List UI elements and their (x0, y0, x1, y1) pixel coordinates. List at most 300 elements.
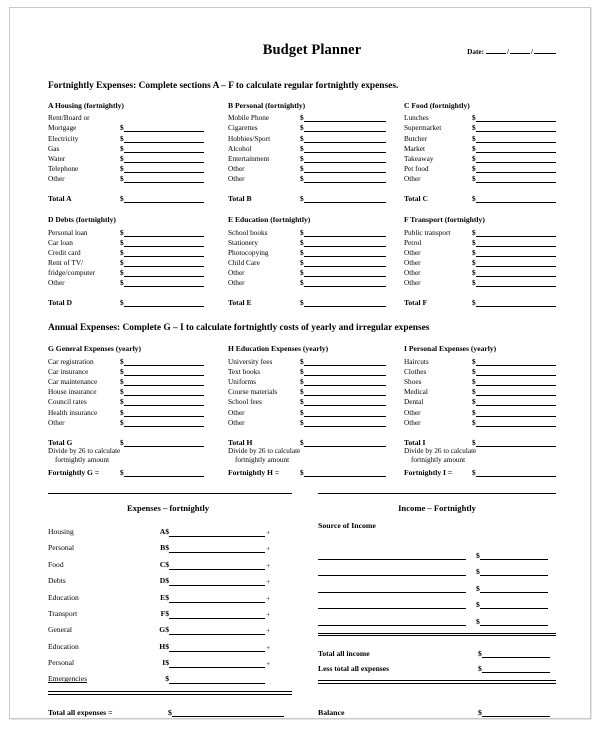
less-expenses-label: Less total all expenses (318, 664, 390, 674)
expense-amount[interactable]: $ (120, 174, 204, 183)
expense-amount[interactable]: $ (120, 367, 204, 376)
summary-row (48, 635, 318, 651)
expense-row (228, 376, 404, 386)
currency-symbol: $ (168, 708, 172, 718)
expense-label: Car insurance (48, 366, 89, 376)
group-a-housing (48, 101, 228, 203)
balance-rule (318, 680, 556, 684)
expense-amount[interactable]: $ (472, 418, 556, 427)
divide-note-line2: fortnightly amount (235, 456, 290, 465)
expense-label: Child Care (228, 258, 260, 268)
income-amount-input[interactable] (480, 599, 548, 609)
summary-label: Education (48, 641, 79, 651)
group-title: I Personal Expenses (yearly) (404, 344, 497, 354)
expense-row (48, 417, 228, 427)
expense-label: Pet food (404, 164, 429, 174)
plus-sign: + (266, 609, 271, 619)
divide-note-line1: Divide by 26 to calculate (404, 446, 477, 455)
expense-row (404, 376, 556, 386)
expense-amount[interactable]: $ (300, 397, 386, 406)
date-year-blank[interactable] (534, 53, 556, 54)
fortnightly-total-amount[interactable]: $ (472, 468, 556, 477)
summary-row (48, 570, 318, 586)
divide-note-line1: Divide by 26 to calculate (48, 446, 121, 455)
expense-amount[interactable]: $ (472, 397, 556, 406)
fortnightly-total-amount[interactable]: $ (120, 468, 204, 477)
fortnightly-total-row (228, 466, 404, 477)
expense-amount[interactable]: $ (472, 123, 556, 132)
expense-label: Market (404, 143, 426, 153)
income-amount-input[interactable] (480, 550, 548, 560)
divide-note-line1: Divide by 26 to calculate (228, 446, 301, 455)
total-all-expenses-row (48, 707, 318, 717)
expense-amount[interactable]: $ (472, 113, 556, 122)
expense-row (404, 267, 556, 277)
total-row (404, 192, 556, 203)
expense-amount[interactable]: $ (300, 357, 386, 366)
date-field[interactable] (467, 47, 556, 56)
total-label: Total E (228, 298, 252, 308)
date-separator-1: / (506, 47, 509, 56)
expense-label: Other (404, 258, 421, 268)
expense-amount[interactable]: $ (472, 258, 556, 267)
currency-symbol: $ (478, 664, 482, 674)
divide-note-line2: fortnightly amount (411, 456, 466, 465)
expense-row (48, 277, 228, 287)
expense-amount[interactable]: $ (472, 174, 556, 183)
summary-amount[interactable] (169, 594, 265, 603)
total-amount[interactable]: $ (300, 298, 386, 307)
summary-label: Food (48, 559, 64, 569)
summary-amount[interactable] (169, 643, 265, 652)
income-source-input[interactable] (318, 599, 466, 609)
expense-row (48, 143, 228, 153)
expense-row (48, 122, 228, 132)
expense-amount[interactable]: $ (300, 154, 386, 163)
expense-row (48, 112, 228, 122)
summary-code: F$ (160, 608, 169, 618)
expense-label: Dental (404, 397, 424, 407)
expense-row (228, 163, 404, 173)
expense-label: Petrol (404, 237, 422, 247)
currency-symbol: $ (476, 600, 480, 610)
expense-row (48, 237, 228, 247)
expense-label: Course materials (228, 387, 278, 397)
total-all-expenses-amount[interactable] (172, 707, 284, 717)
expense-amount[interactable]: $ (300, 387, 386, 396)
expense-row (48, 163, 228, 173)
fortnightly-total-row (404, 466, 556, 477)
expenses-total-rule (48, 691, 292, 695)
expense-amount[interactable]: $ (120, 357, 204, 366)
expense-amount[interactable]: $ (472, 268, 556, 277)
expense-amount[interactable]: $ (472, 408, 556, 417)
expense-amount[interactable]: $ (120, 377, 204, 386)
expense-label: Butcher (404, 133, 428, 143)
expense-row (404, 226, 556, 236)
expense-label: Alcohol (228, 143, 252, 153)
date-month-blank[interactable] (510, 53, 530, 54)
expense-row (48, 376, 228, 386)
expense-amount[interactable]: $ (300, 377, 386, 386)
expense-amount[interactable]: $ (472, 387, 556, 396)
expense-amount[interactable]: $ (472, 367, 556, 376)
expense-amount[interactable]: $ (300, 258, 386, 267)
summary-code: H$ (159, 641, 169, 651)
expense-row (404, 122, 556, 132)
document-page (9, 7, 591, 719)
total-amount[interactable]: $ (472, 438, 556, 447)
divide-note (404, 447, 556, 466)
expense-label: Rent of TV/ (48, 258, 84, 268)
summary-row (48, 668, 318, 684)
expense-amount[interactable]: $ (472, 278, 556, 287)
expense-amount[interactable]: $ (472, 238, 556, 247)
expense-row (228, 247, 404, 257)
expense-row (48, 396, 228, 406)
expense-label: Car loan (48, 237, 73, 247)
expense-label: Haircuts (404, 356, 429, 366)
income-row (318, 560, 556, 576)
expense-amount[interactable]: $ (120, 408, 204, 417)
expense-label: Clothes (404, 366, 427, 376)
less-expenses-row (318, 658, 556, 673)
expense-label: Rent/Board or (48, 113, 90, 123)
expense-row (404, 277, 556, 287)
expense-amount[interactable]: $ (120, 134, 204, 143)
expense-label: Entertainment (228, 153, 270, 163)
group-e-education (228, 215, 404, 307)
summary-section (48, 494, 556, 696)
balance-row (318, 707, 556, 717)
income-divider (318, 633, 556, 637)
income-source-input[interactable] (318, 550, 466, 560)
fortnightly-row-def (48, 215, 556, 307)
plus-sign: + (266, 626, 271, 636)
expense-row (228, 366, 404, 376)
plus-sign: + (266, 577, 271, 587)
expense-row (228, 112, 404, 122)
fortnightly-total-amount[interactable]: $ (300, 468, 386, 477)
expense-amount[interactable]: $ (300, 418, 386, 427)
expense-amount[interactable]: $ (120, 228, 204, 237)
expenses-summary (48, 494, 318, 696)
expense-label: Other (404, 268, 421, 278)
expense-amount[interactable]: $ (120, 144, 204, 153)
expense-label: School fees (228, 397, 262, 407)
expense-amount[interactable]: $ (120, 154, 204, 163)
expense-row (48, 247, 228, 257)
expense-row (228, 143, 404, 153)
summary-row (48, 652, 318, 668)
expense-label: Uniforms (228, 377, 256, 386)
expense-label: Takeaway (404, 153, 434, 163)
expense-label: Gas (48, 143, 60, 153)
summary-amount[interactable] (169, 659, 265, 668)
expense-label: Other (48, 278, 65, 288)
less-expenses-amount[interactable] (482, 663, 550, 673)
group-title: G General Expenses (yearly) (48, 344, 142, 354)
expense-label: Other (48, 174, 65, 184)
total-row (228, 436, 404, 447)
expense-row (228, 226, 404, 236)
expense-row (404, 173, 556, 183)
expense-label: Hobbies/Sport (228, 133, 271, 143)
expense-row (404, 237, 556, 247)
expense-label: Electricity (48, 133, 79, 143)
total-label: Total G (48, 437, 73, 447)
expense-amount[interactable]: $ (472, 144, 556, 153)
summary-label: Housing (48, 526, 74, 536)
currency-symbol: $ (476, 567, 480, 577)
income-amount-input[interactable] (480, 616, 548, 626)
group-title: E Education (fortnightly) (228, 215, 311, 225)
fortnightly-total-label: Fortnightly H = (228, 467, 280, 477)
balance-amount[interactable] (482, 707, 550, 717)
expense-label: Car registration (48, 356, 94, 366)
expense-label: Health insurance (48, 407, 98, 417)
expense-amount[interactable]: $ (120, 418, 204, 427)
footer-totals (48, 707, 556, 717)
total-row (404, 296, 556, 307)
group-d-debts (48, 215, 228, 307)
total-income-amount[interactable] (482, 648, 550, 658)
expense-row (48, 226, 228, 236)
expense-label: Supermarket (404, 123, 442, 133)
fortnightly-expenses-heading: Fortnightly Expenses: Complete sections A – F to calculate regular fortnightly expenses. (48, 81, 399, 91)
expense-row (228, 277, 404, 287)
expense-row (404, 163, 556, 173)
expense-label: Other (228, 174, 245, 184)
expense-amount[interactable]: $ (300, 134, 386, 143)
expense-label: Text books (228, 366, 261, 376)
expense-amount[interactable]: $ (120, 268, 204, 277)
plus-sign: + (266, 527, 271, 537)
expense-row (228, 122, 404, 132)
document-header (48, 42, 556, 72)
expense-label: House insurance (48, 387, 97, 397)
plus-sign: + (266, 593, 271, 603)
group-title: C Food (fortnightly) (404, 101, 470, 110)
expense-row (404, 417, 556, 427)
summary-amount[interactable] (169, 675, 265, 684)
income-amount-input[interactable] (480, 566, 548, 576)
expense-row (48, 153, 228, 163)
total-amount[interactable]: $ (120, 438, 204, 447)
group-title: F Transport (fortnightly) (404, 215, 485, 225)
expense-label: Photocopying (228, 247, 269, 257)
expense-amount[interactable]: $ (472, 377, 556, 386)
income-summary (318, 494, 556, 696)
expense-label: Other (404, 278, 421, 288)
total-amount[interactable]: $ (120, 298, 204, 307)
total-amount[interactable]: $ (300, 194, 386, 203)
expense-label: Telephone (48, 164, 79, 174)
expense-amount[interactable]: $ (120, 164, 204, 173)
group-title: D Debts (fortnightly) (48, 215, 116, 225)
currency-symbol: $ (476, 550, 480, 560)
expense-row (404, 143, 556, 153)
total-amount[interactable]: $ (472, 194, 556, 203)
fortnightly-total-row (48, 466, 228, 477)
summary-row (48, 619, 318, 635)
total-amount[interactable]: $ (300, 438, 386, 447)
total-amount[interactable]: $ (472, 298, 556, 307)
income-amount-input[interactable] (480, 583, 548, 593)
summary-amount[interactable] (169, 544, 265, 553)
expense-row (404, 257, 556, 267)
summary-row (48, 537, 318, 553)
annual-expenses-heading: Annual Expenses: Complete G – I to calculate fortnightly costs of yearly and irregular expenses (48, 323, 430, 334)
expense-label: Other (228, 268, 245, 278)
total-row (48, 436, 228, 447)
expense-amount[interactable]: $ (300, 123, 386, 132)
expense-row (228, 237, 404, 247)
expense-amount[interactable]: $ (472, 164, 556, 173)
total-all-expenses-label: Total all expenses = (48, 708, 113, 718)
divide-note (228, 447, 404, 466)
expense-label: Public transport (404, 227, 451, 237)
expense-amount[interactable]: $ (120, 123, 204, 132)
expense-amount[interactable]: $ (300, 367, 386, 376)
summary-code: D$ (159, 576, 169, 586)
expense-label: Shoes (404, 377, 422, 386)
summary-row (48, 521, 318, 537)
fortnightly-total-label: Fortnightly G = (48, 467, 100, 477)
annual-row-ghi (48, 344, 556, 476)
expense-amount[interactable]: $ (120, 238, 204, 247)
total-label: Total H (228, 437, 253, 447)
expense-row (228, 386, 404, 396)
summary-row (48, 603, 318, 619)
summary-amount[interactable] (169, 528, 265, 537)
expense-amount[interactable]: $ (120, 248, 204, 257)
expense-amount[interactable]: $ (300, 164, 386, 173)
plus-sign: + (266, 642, 271, 652)
expense-label: Other (228, 164, 245, 174)
expense-label: Lunches (404, 113, 429, 123)
plus-sign: + (266, 659, 271, 669)
summary-amount[interactable] (169, 610, 265, 619)
divide-note-line2: fortnightly amount (55, 456, 110, 465)
summary-label: General (48, 625, 73, 635)
total-label: Total I (404, 437, 426, 447)
income-source-input[interactable] (318, 616, 466, 626)
expense-label: Other (404, 247, 421, 257)
fortnightly-row-abc (48, 101, 556, 203)
expense-amount[interactable]: $ (300, 113, 386, 122)
total-amount[interactable]: $ (120, 194, 204, 203)
expense-label: fridge/computer (48, 268, 96, 278)
total-income-label: Total all income (318, 649, 370, 659)
plus-sign: + (266, 544, 271, 554)
income-source-input[interactable] (318, 566, 466, 576)
group-g-general (48, 344, 228, 476)
expense-label: School books (228, 227, 268, 237)
expense-amount[interactable]: $ (300, 174, 386, 183)
income-row (318, 593, 556, 609)
total-label: Total C (404, 194, 428, 204)
expense-row (228, 406, 404, 416)
expense-amount[interactable]: $ (120, 258, 204, 267)
summary-label: Emergencies (48, 674, 88, 684)
expense-amount[interactable]: $ (300, 228, 386, 237)
divide-note (48, 447, 228, 466)
balance-label: Balance (318, 708, 345, 718)
expense-amount[interactable]: $ (300, 278, 386, 287)
summary-code: I$ (162, 658, 169, 668)
expense-label: Mortgage (48, 123, 77, 133)
income-summary-title: Income – Fortnightly (398, 502, 476, 513)
expense-label: Other (228, 278, 245, 288)
expense-label: Mobile Phone (228, 113, 270, 123)
expense-amount[interactable]: $ (120, 397, 204, 406)
summary-amount[interactable] (169, 561, 265, 570)
group-b-personal (228, 101, 404, 203)
expense-amount[interactable]: $ (300, 408, 386, 417)
expense-amount[interactable]: $ (300, 238, 386, 247)
expense-row (404, 355, 556, 365)
summary-amount[interactable] (169, 577, 265, 586)
expense-label: Other (404, 174, 421, 184)
expense-amount[interactable]: $ (472, 134, 556, 143)
expense-row (404, 247, 556, 257)
date-day-blank[interactable] (486, 53, 506, 54)
summary-code: A$ (159, 526, 169, 536)
expenses-summary-title: Expenses – fortnightly (126, 502, 210, 513)
expense-row (228, 417, 404, 427)
expense-amount[interactable]: $ (472, 357, 556, 366)
expense-label: Credit card (48, 247, 81, 257)
expense-row (404, 132, 556, 142)
expense-label: Cigarettes (228, 123, 258, 133)
total-label: Total F (404, 298, 428, 308)
expense-label: Other (228, 417, 245, 427)
expense-row (404, 386, 556, 396)
expense-amount[interactable]: $ (120, 387, 204, 396)
total-row (228, 296, 404, 307)
total-income-row (318, 643, 556, 658)
income-source-input[interactable] (318, 583, 466, 593)
summary-code: E$ (160, 592, 169, 602)
expense-amount[interactable]: $ (300, 268, 386, 277)
summary-label: Education (48, 592, 79, 602)
expense-label: Car maintenance (48, 377, 98, 386)
plus-sign: + (266, 560, 271, 570)
expense-amount[interactable]: $ (472, 154, 556, 163)
expense-amount[interactable]: $ (300, 144, 386, 153)
expense-amount[interactable]: $ (300, 248, 386, 257)
summary-code: C$ (159, 559, 169, 569)
summary-label: Debts (48, 576, 66, 586)
expense-amount[interactable]: $ (472, 228, 556, 237)
date-label: Date: (467, 47, 485, 56)
expense-amount[interactable]: $ (472, 248, 556, 257)
summary-amount[interactable] (169, 626, 265, 635)
expense-row (48, 132, 228, 142)
summary-row (48, 553, 318, 569)
expense-label: Other (228, 407, 245, 417)
summary-code: G$ (159, 625, 169, 635)
expense-row (228, 153, 404, 163)
total-label: Total D (48, 298, 72, 308)
expense-amount[interactable]: $ (120, 278, 204, 287)
currency-symbol: $ (478, 708, 482, 718)
expense-row (48, 406, 228, 416)
expense-row (48, 267, 228, 277)
income-row (318, 544, 556, 560)
summary-code: $ (165, 674, 169, 684)
